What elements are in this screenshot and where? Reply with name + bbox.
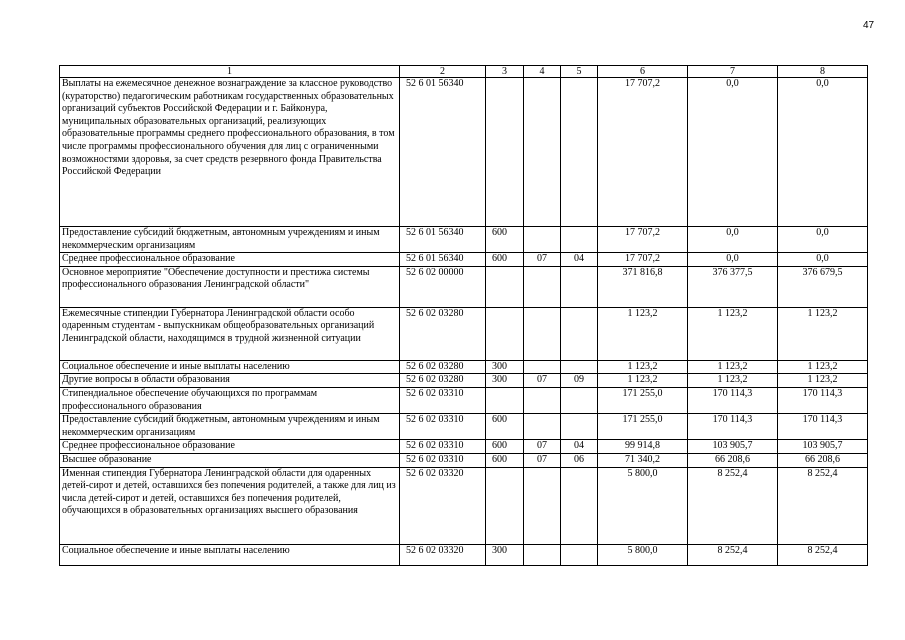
table-row [60, 453, 868, 467]
table-row [60, 227, 868, 253]
header-cell: 4 [524, 66, 561, 78]
row-name: Предоставление субсидий бюджетным, автономным учреждениям и иным некоммерческим организациям [60, 414, 400, 440]
row-code: 52 6 01 56340 [400, 227, 486, 253]
header-cell: 2 [400, 66, 486, 78]
row-subsection [561, 387, 598, 413]
row-value-col7: 0,0 [688, 78, 778, 227]
row-expense-type [486, 78, 524, 227]
row-code: 52 6 02 00000 [400, 266, 486, 307]
row-value-col8: 376 679,5 [778, 266, 868, 307]
row-section: 07 [524, 253, 561, 267]
row-subsection [561, 266, 598, 307]
table-row [60, 266, 868, 307]
row-value-col6: 171 255,0 [598, 414, 688, 440]
row-value-col8: 0,0 [778, 253, 868, 267]
row-expense-type: 600 [486, 414, 524, 440]
row-section [524, 307, 561, 360]
table-row [60, 78, 868, 227]
table-row [60, 307, 868, 360]
row-value-col6: 17 707,2 [598, 78, 688, 227]
row-value-col6: 1 123,2 [598, 374, 688, 388]
row-value-col8: 8 252,4 [778, 467, 868, 544]
row-section [524, 544, 561, 565]
row-expense-type [486, 387, 524, 413]
row-value-col8: 1 123,2 [778, 360, 868, 374]
row-value-col7: 8 252,4 [688, 467, 778, 544]
row-name: Социальное обеспечение и иные выплаты населению [60, 360, 400, 374]
row-value-col7: 1 123,2 [688, 307, 778, 360]
row-section [524, 227, 561, 253]
row-code: 52 6 02 03320 [400, 544, 486, 565]
row-value-col7: 1 123,2 [688, 360, 778, 374]
table-row [60, 253, 868, 267]
row-subsection [561, 414, 598, 440]
row-subsection: 09 [561, 374, 598, 388]
row-subsection [561, 307, 598, 360]
header-cell: 3 [486, 66, 524, 78]
row-value-col6: 17 707,2 [598, 227, 688, 253]
row-value-col7: 8 252,4 [688, 544, 778, 565]
row-name: Ежемесячные стипендии Губернатора Ленинградской области особо одаренным студентам - выпускникам общеобразовательных организаций Ленинградской области, находящимся в трудной жизненной ситуации [60, 307, 400, 360]
row-value-col7: 1 123,2 [688, 374, 778, 388]
row-value-col8: 170 114,3 [778, 387, 868, 413]
row-expense-type: 600 [486, 453, 524, 467]
row-name: Среднее профессиональное образование [60, 440, 400, 454]
row-subsection: 04 [561, 440, 598, 454]
row-code: 52 6 02 03280 [400, 374, 486, 388]
row-name: Именная стипендия Губернатора Ленинградской области для одаренных детей-сирот и детей, оставшихся без попечения родителей, а также для лиц из числа детей-сирот и детей, оставшихся без попечения родителей, обучающихся в образовательных организациях высшего образования [60, 467, 400, 544]
row-name: Выплаты на ежемесячное денежное вознаграждение за классное руководство (кураторство) педагогическим работникам государственных образовательных организаций субъектов Российской Федерации и г. Байконура, муниципальных образовательных организаций, реализующих образовательные программы среднего профессионального образования, в том числе программы профессионального обучения для лиц с ограниченными возможностями здоровья, за счет средств резервного фонда Правительства Российской Федерации [60, 78, 400, 227]
row-expense-type: 600 [486, 440, 524, 454]
row-value-col6: 71 340,2 [598, 453, 688, 467]
row-code: 52 6 02 03280 [400, 307, 486, 360]
row-subsection [561, 78, 598, 227]
row-code: 52 6 02 03280 [400, 360, 486, 374]
table-row [60, 387, 868, 413]
row-value-col8: 103 905,7 [778, 440, 868, 454]
table-row [60, 360, 868, 374]
row-value-col6: 1 123,2 [598, 307, 688, 360]
row-value-col7: 170 114,3 [688, 387, 778, 413]
row-value-col6: 1 123,2 [598, 360, 688, 374]
row-section: 07 [524, 374, 561, 388]
header-row [60, 66, 868, 78]
row-value-col6: 5 800,0 [598, 467, 688, 544]
row-code: 52 6 02 03310 [400, 387, 486, 413]
row-section [524, 360, 561, 374]
row-code: 52 6 01 56340 [400, 78, 486, 227]
row-subsection [561, 227, 598, 253]
row-expense-type: 600 [486, 253, 524, 267]
row-value-col7: 103 905,7 [688, 440, 778, 454]
row-expense-type: 300 [486, 360, 524, 374]
row-value-col6: 17 707,2 [598, 253, 688, 267]
row-name: Другие вопросы в области образования [60, 374, 400, 388]
row-value-col6: 99 914,8 [598, 440, 688, 454]
row-value-col6: 371 816,8 [598, 266, 688, 307]
row-section: 07 [524, 440, 561, 454]
row-expense-type [486, 266, 524, 307]
row-value-col7: 66 208,6 [688, 453, 778, 467]
row-code: 52 6 02 03310 [400, 453, 486, 467]
row-value-col7: 170 114,3 [688, 414, 778, 440]
row-code: 52 6 02 03320 [400, 467, 486, 544]
row-section [524, 467, 561, 544]
row-section: 07 [524, 453, 561, 467]
header-cell: 1 [60, 66, 400, 78]
row-value-col7: 0,0 [688, 253, 778, 267]
row-name: Среднее профессиональное образование [60, 253, 400, 267]
row-name: Предоставление субсидий бюджетным, автономным учреждениям и иным некоммерческим организациям [60, 227, 400, 253]
row-code: 52 6 02 03310 [400, 414, 486, 440]
row-value-col7: 376 377,5 [688, 266, 778, 307]
row-section [524, 266, 561, 307]
row-subsection [561, 467, 598, 544]
row-section [524, 387, 561, 413]
row-expense-type: 300 [486, 544, 524, 565]
table-row [60, 467, 868, 544]
row-code: 52 6 01 56340 [400, 253, 486, 267]
row-expense-type [486, 467, 524, 544]
row-expense-type: 300 [486, 374, 524, 388]
row-value-col6: 5 800,0 [598, 544, 688, 565]
row-subsection [561, 360, 598, 374]
row-value-col8: 0,0 [778, 227, 868, 253]
row-value-col8: 1 123,2 [778, 307, 868, 360]
row-value-col6: 171 255,0 [598, 387, 688, 413]
row-name: Стипендиальное обеспечение обучающихся по программам профессионального образования [60, 387, 400, 413]
row-subsection: 04 [561, 253, 598, 267]
header-cell: 6 [598, 66, 688, 78]
page-number: 47 [863, 20, 875, 31]
header-cell: 8 [778, 66, 868, 78]
row-value-col8: 8 252,4 [778, 544, 868, 565]
table-row [60, 440, 868, 454]
row-name: Высшее образование [60, 453, 400, 467]
row-expense-type: 600 [486, 227, 524, 253]
row-expense-type [486, 307, 524, 360]
row-section [524, 78, 561, 227]
row-code: 52 6 02 03310 [400, 440, 486, 454]
row-section [524, 414, 561, 440]
row-value-col7: 0,0 [688, 227, 778, 253]
table-row [60, 374, 868, 388]
header-cell: 7 [688, 66, 778, 78]
table-row [60, 414, 868, 440]
row-value-col8: 66 208,6 [778, 453, 868, 467]
row-name: Основное мероприятие "Обеспечение доступности и престижа системы профессионального образования Ленинградской области" [60, 266, 400, 307]
header-cell: 5 [561, 66, 598, 78]
table-row [60, 544, 868, 565]
row-subsection [561, 544, 598, 565]
row-value-col8: 170 114,3 [778, 414, 868, 440]
row-name: Социальное обеспечение и иные выплаты населению [60, 544, 400, 565]
row-value-col8: 1 123,2 [778, 374, 868, 388]
row-value-col8: 0,0 [778, 78, 868, 227]
budget-table [59, 65, 868, 566]
row-subsection: 06 [561, 453, 598, 467]
